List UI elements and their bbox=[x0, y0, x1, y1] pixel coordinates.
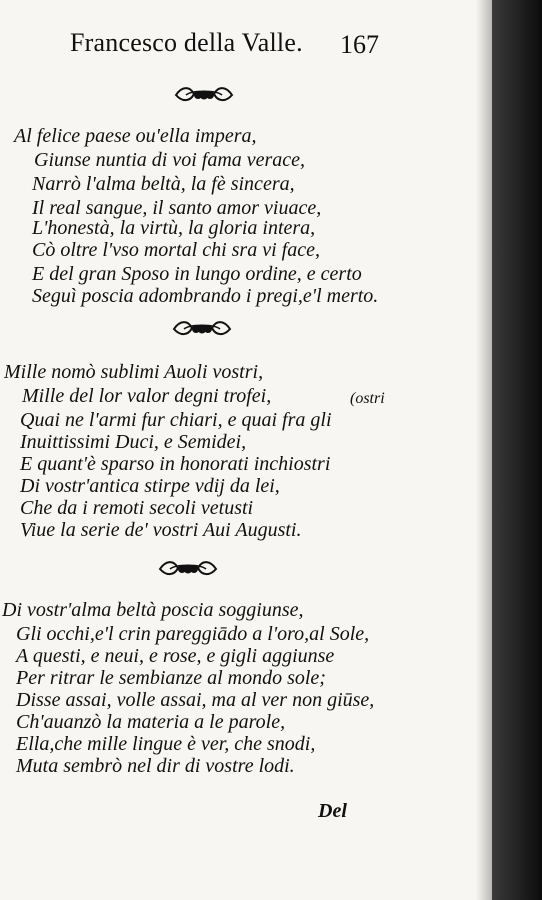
verse-line: Inuittissimi Duci, e Semidei, bbox=[20, 431, 247, 453]
catchword: Del bbox=[318, 800, 347, 822]
verse-line: Di vostr'alma beltà poscia soggiunse, bbox=[2, 599, 304, 621]
verse-line: Mille del lor valor degni trofei, bbox=[22, 385, 272, 407]
verse-line: Quai ne l'armi fur chiari, e quai fra gli bbox=[20, 409, 332, 431]
verse-line: L'honestà, la virtù, la gloria intera, bbox=[32, 217, 316, 239]
page-gutter-shadow bbox=[476, 0, 492, 900]
verse-line: Viue la serie de' vostri Aui Augusti. bbox=[20, 519, 302, 541]
verse-line: Mille nomò sublimi Auoli vostri, bbox=[4, 361, 264, 383]
verse-line: A questi, e neui, e rose, e gigli aggiunse bbox=[16, 645, 335, 667]
margin-continuation: (ostri bbox=[350, 390, 385, 407]
verse-line: Narrò l'alma beltà, la fè sincera, bbox=[32, 173, 295, 195]
verse-line: Il real sangue, il santo amor viuace, bbox=[32, 197, 322, 219]
verse-line: E del gran Sposo in lungo ordine, e certo bbox=[32, 263, 362, 285]
verse-line: Ella,che mille lingue è ver, che snodi, bbox=[16, 733, 316, 755]
verse-line: Di vostr'antica stirpe vdij da lei, bbox=[20, 475, 280, 497]
ornament-fleuron-icon bbox=[170, 318, 234, 340]
verse-line: Ch'auanzò la materia a le parole, bbox=[16, 711, 286, 733]
ornament-fleuron-icon bbox=[156, 558, 220, 580]
verse-line: Gli occhi,e'l crin pareggiādo a l'oro,al Sole, bbox=[16, 623, 370, 645]
book-edge bbox=[492, 0, 542, 900]
verse-line: Cò oltre l'vso mortal chi sra vi face, bbox=[32, 239, 320, 261]
ornament-fleuron-icon bbox=[172, 84, 236, 106]
verse-line: Che da i remoti secoli vetusti bbox=[20, 497, 254, 519]
verse-line: Seguì poscia adombrando i pregi,e'l merto. bbox=[32, 285, 379, 307]
verse-line: E quant'è sparso in honorati inchiostri bbox=[20, 453, 331, 475]
verse-line: Disse assai, volle assai, ma al ver non giūse, bbox=[16, 689, 375, 711]
running-title: Francesco della Valle. bbox=[70, 28, 303, 57]
verse-line: Giunse nuntia di voi fama verace, bbox=[34, 149, 306, 171]
verse-line: Al felice paese ou'ella impera, bbox=[14, 125, 257, 147]
page-header bbox=[0, 26, 492, 66]
verse-line: Per ritrar le sembianze al mondo sole; bbox=[16, 667, 326, 689]
verse-line: Muta sembrò nel dir di vostre lodi. bbox=[16, 755, 295, 777]
page-number: 167 bbox=[340, 30, 379, 59]
